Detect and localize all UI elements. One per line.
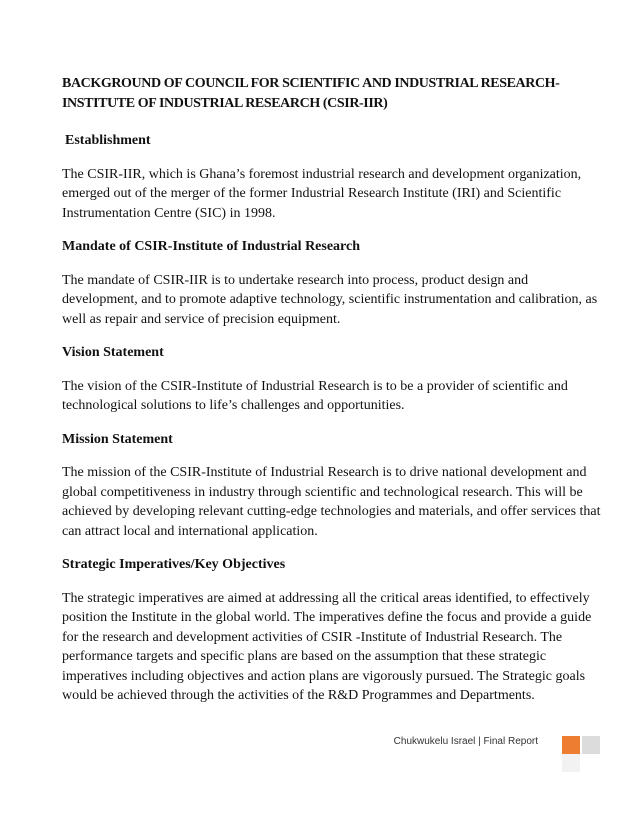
footer-light-square [562, 754, 580, 772]
footer-gray-square [582, 736, 600, 754]
footer-accent-square [562, 736, 580, 754]
section-heading-mission: Mission Statement [62, 431, 173, 447]
section-body-mandate: The mandate of CSIR-IIR is to undertake research into process, product design and development, and to promote adaptive technology, scientific instrumentation and calibration, as well as repair and service of precision equipment. [62, 272, 598, 327]
section-body-strategic-imperatives: The strategic imperatives are aimed at addressing all the critical areas identified, to effectively position the Institute in the global world. The imperatives define the focus and provide a guide for the research and development activities of CSIR -Institute of Industrial Research. The performance targets and specific plans are based on the assumption that these strategic imperatives including objectives and action plans are vigorously pursued. The Strategic goals would be achieved through the activities of the R&D Programmes and Departments. [62, 590, 592, 703]
footer-text: Chukwukelu Israel | Final Report [393, 736, 538, 747]
document-title: BACKGROUND OF COUNCIL FOR SCIENTIFIC AND INDUSTRIAL RESEARCH-INSTITUTE OF INDUSTRIAL RESEARCH (CSIR-IIR) [62, 76, 560, 111]
section-body-mission: The mission of the CSIR-Institute of Industrial Research is to drive national development and global competitiveness in industry through scientific and technological research. This will be achieved by developing relevant cutting-edge technologies and materials, and offer services that can attract local and international application. [62, 465, 601, 539]
section-heading-establishment: Establishment [65, 133, 151, 148]
section-heading-strategic-imperatives: Strategic Imperatives/Key Objectives [62, 557, 286, 572]
section-body-establishment: The CSIR-IIR, which is Ghana’s foremost industrial research and development organization, emerged out of the merger of the former Industrial Research Institute (IRI) and Scientific Instrumentation Centre (SIC) in 1998. [62, 166, 582, 221]
section-body-vision: The vision of the CSIR-Institute of Industrial Research is to be a provider of scientific and technological solutions to life’s challenges and opportunities. [62, 378, 568, 413]
section-heading-mandate: Mandate of CSIR-Institute of Industrial Research [62, 239, 361, 254]
document-body [62, 74, 602, 720]
section-heading-vision: Vision Statement [62, 345, 164, 360]
